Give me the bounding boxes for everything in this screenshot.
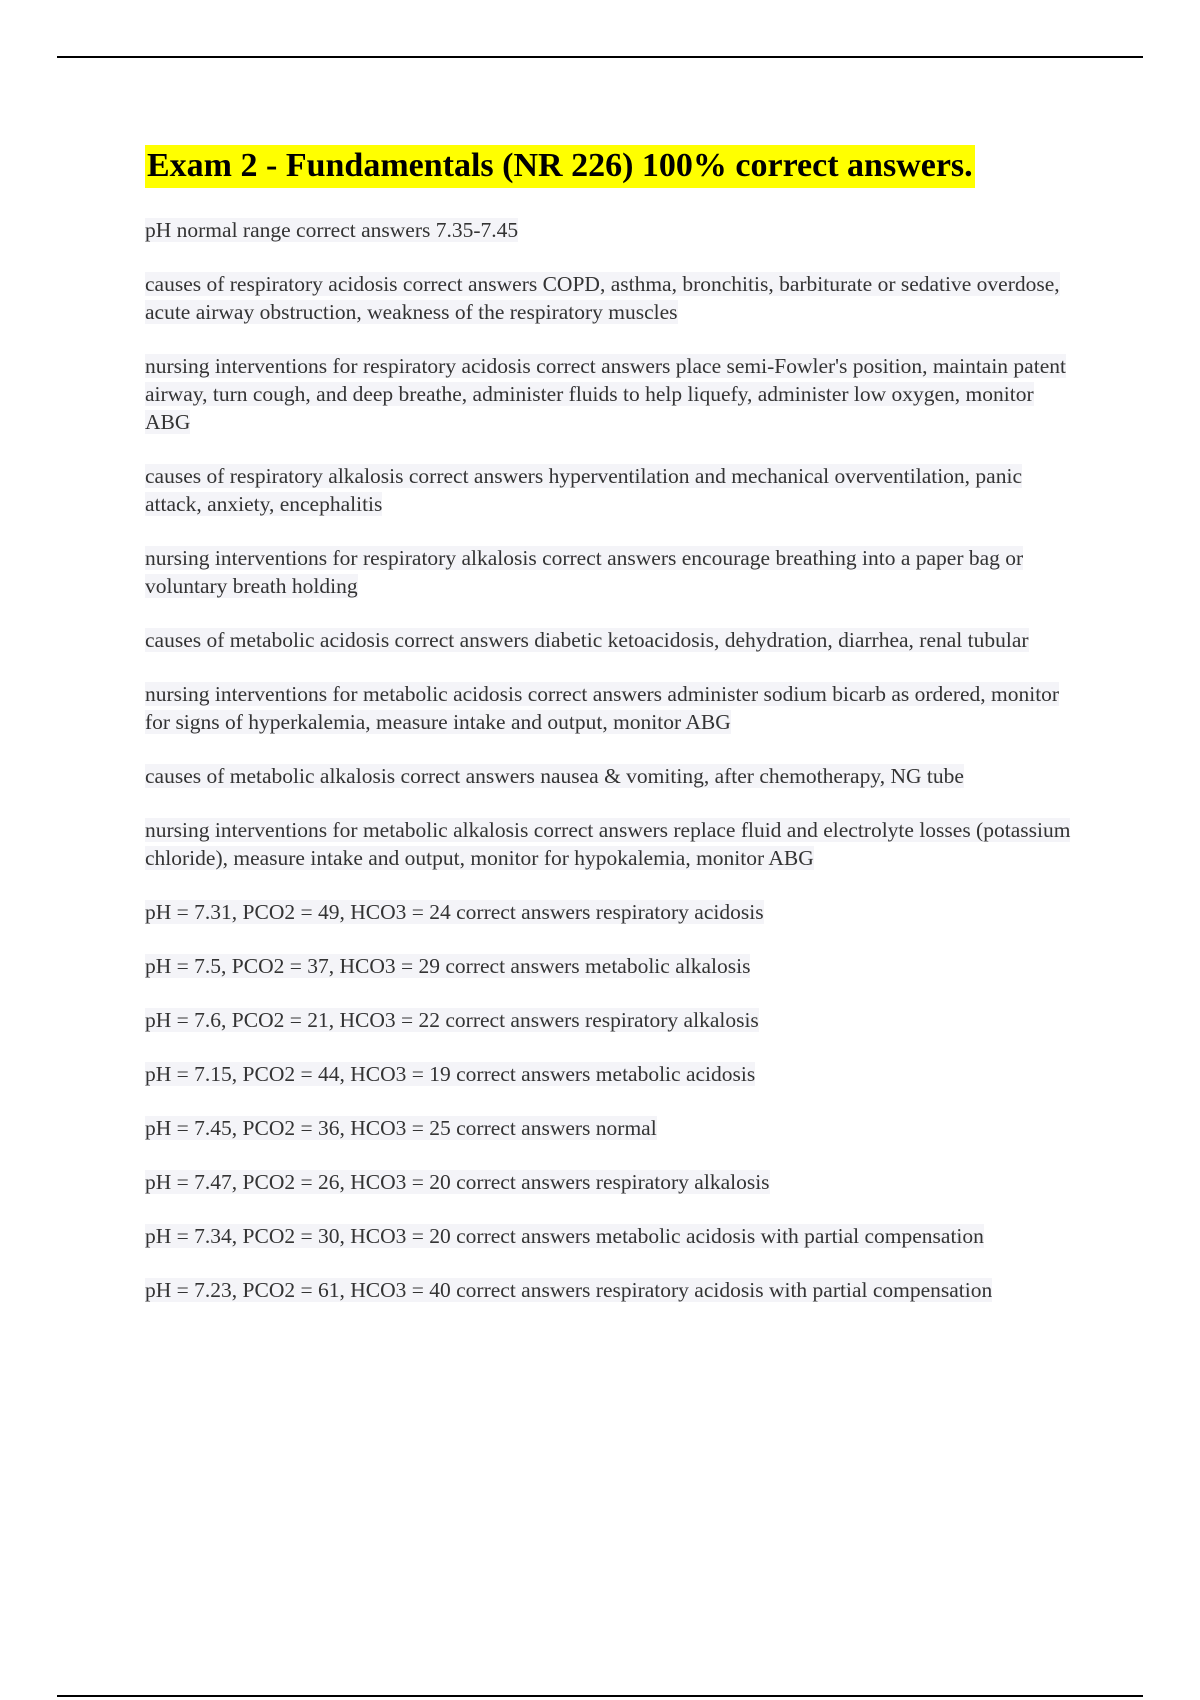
document-title: Exam 2 - Fundamentals (NR 226) 100% correct answers. <box>145 145 975 188</box>
qa-entry <box>145 1276 1075 1304</box>
qa-entry <box>145 1114 1075 1142</box>
bottom-rule <box>57 1695 1143 1697</box>
document-body <box>145 146 1075 1330</box>
qa-entry <box>145 270 1075 326</box>
qa-entry-text: causes of metabolic acidosis correct answers diabetic ketoacidosis, dehydration, diarrhea, renal tubular <box>145 628 1029 652</box>
qa-entry-text: pH = 7.45, PCO2 = 36, HCO3 = 25 correct answers normal <box>145 1116 657 1140</box>
qa-entry <box>145 816 1075 872</box>
qa-entry <box>145 462 1075 518</box>
qa-entry <box>145 952 1075 980</box>
qa-entry <box>145 1168 1075 1196</box>
qa-entry-text: pH normal range correct answers 7.35-7.45 <box>145 218 519 242</box>
qa-entry-text: causes of metabolic alkalosis correct answers nausea & vomiting, after chemotherapy, NG tube <box>145 764 964 788</box>
qa-entry-text: nursing interventions for metabolic acidosis correct answers administer sodium bicarb as ordered, monitor for signs of hyperkalemia, measure intake and output, monitor ABG <box>145 682 1060 734</box>
qa-entry <box>145 352 1075 436</box>
qa-entry-text: pH = 7.31, PCO2 = 49, HCO3 = 24 correct answers respiratory acidosis <box>145 900 764 924</box>
qa-entry-text: pH = 7.5, PCO2 = 37, HCO3 = 29 correct answers metabolic alkalosis <box>145 954 751 978</box>
qa-entry-text: pH = 7.34, PCO2 = 30, HCO3 = 20 correct answers metabolic acidosis with partial compensation <box>145 1224 984 1248</box>
qa-entry <box>145 1006 1075 1034</box>
qa-entry-text: nursing interventions for metabolic alkalosis correct answers replace fluid and electrolyte losses (potassium chloride), measure intake and output, monitor for hypokalemia, monitor ABG <box>145 818 1071 870</box>
qa-entry-text: pH = 7.23, PCO2 = 61, HCO3 = 40 correct answers respiratory acidosis with partial compensation <box>145 1278 993 1302</box>
qa-entry <box>145 898 1075 926</box>
qa-entry-text: nursing interventions for respiratory acidosis correct answers place semi-Fowler's position, maintain patent airway, turn cough, and deep breathe, administer fluids to help liquefy, administer low oxygen, monitor ABG <box>145 354 1066 434</box>
qa-entry-text: pH = 7.6, PCO2 = 21, HCO3 = 22 correct answers respiratory alkalosis <box>145 1008 759 1032</box>
qa-entry-text: pH = 7.15, PCO2 = 44, HCO3 = 19 correct answers metabolic acidosis <box>145 1062 756 1086</box>
qa-entry <box>145 680 1075 736</box>
qa-entry <box>145 626 1075 654</box>
qa-entry-text: causes of respiratory acidosis correct answers COPD, asthma, bronchitis, barbiturate or sedative overdose, acute airway obstruction, weakness of the respiratory muscles <box>145 272 1060 324</box>
title-block <box>145 146 1075 192</box>
qa-entry <box>145 544 1075 600</box>
qa-entry-text: causes of respiratory alkalosis correct answers hyperventilation and mechanical overventilation, panic attack, anxiety, encephalitis <box>145 464 1022 516</box>
qa-entry-text: nursing interventions for respiratory alkalosis correct answers encourage breathing into a paper bag or voluntary breath holding <box>145 546 1024 598</box>
qa-entry <box>145 216 1075 244</box>
qa-entry <box>145 762 1075 790</box>
qa-entry <box>145 1060 1075 1088</box>
qa-entry <box>145 1222 1075 1250</box>
top-rule <box>57 56 1143 58</box>
qa-entry-text: pH = 7.47, PCO2 = 26, HCO3 = 20 correct answers respiratory alkalosis <box>145 1170 770 1194</box>
